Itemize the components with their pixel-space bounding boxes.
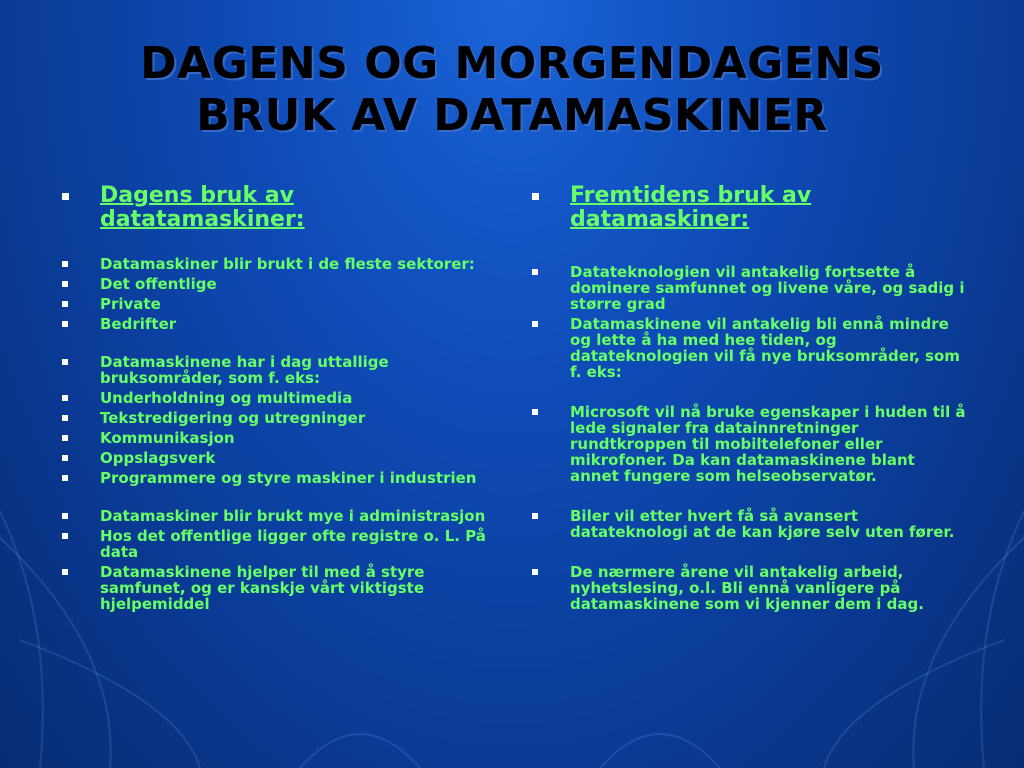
list-item-text: Tekstredigering og utregninger (100, 409, 366, 427)
square-bullet-icon (62, 533, 68, 539)
list-item (58, 296, 498, 312)
list-item (58, 508, 498, 524)
square-bullet-icon (62, 455, 68, 461)
list-item (58, 390, 498, 406)
square-bullet-icon (62, 321, 68, 327)
slide-title-line-1: DAGENS OG MORGENDAGENS (140, 38, 884, 89)
list-item (58, 354, 498, 386)
left-column-heading (58, 184, 498, 232)
list-item (58, 316, 498, 332)
list-item-text: Det offentlige (100, 275, 217, 293)
slide-title (0, 38, 1024, 142)
square-bullet-icon (62, 359, 68, 365)
list-item-text: Datamaskiner blir brukt mye i administrasjon (100, 507, 486, 525)
list-item-text: Biler vil etter hvert få så avansert datateknologi at de kan kjøre selv uten fører. (570, 507, 955, 541)
square-bullet-icon (62, 435, 68, 441)
square-bullet-icon (62, 193, 69, 200)
left-column (58, 184, 498, 616)
list-item-text: Kommunikasjon (100, 429, 235, 447)
list-item-text: Datamaskinene har i dag uttallige bruksområder, som f. eks: (100, 353, 389, 387)
square-bullet-icon (532, 321, 538, 327)
square-bullet-icon (532, 193, 539, 200)
list-item (58, 450, 498, 466)
square-bullet-icon (532, 269, 538, 275)
list-item-text: Oppslagsverk (100, 449, 216, 467)
list-item-text: Datamaskinene hjelper til med å styre samfunet, og er kanskje vårt viktigste hjelpemiddel (100, 563, 425, 613)
list-item-text: Datamaskiner blir brukt i de fleste sektorer: (100, 255, 475, 273)
left-column-heading-text: Dagens bruk av datatamaskiner: (100, 183, 305, 232)
list-item (528, 404, 968, 484)
list-item (58, 410, 498, 426)
right-column-heading-text: Fremtidens bruk av datamaskiner: (570, 183, 812, 232)
square-bullet-icon (532, 513, 538, 519)
list-item-text: Microsoft vil nå bruke egenskaper i huden til å lede signaler fra datainnretninger rundtkroppen til mobiltelefoner eller mikrofoner. Da kan datamaskinene blant annet fungere som helseobservatør. (570, 403, 966, 485)
square-bullet-icon (532, 409, 538, 415)
square-bullet-icon (62, 415, 68, 421)
list-item (528, 316, 968, 380)
square-bullet-icon (62, 569, 68, 575)
square-bullet-icon (62, 281, 68, 287)
list-item (58, 564, 498, 612)
right-column-heading (528, 184, 968, 232)
list-item (528, 508, 968, 540)
list-item (528, 564, 968, 612)
slide-title-line-2: BRUK AV DATAMASKINER (196, 90, 828, 141)
right-column (528, 184, 968, 616)
list-item-text: Programmere og styre maskiner i industrien (100, 469, 477, 487)
square-bullet-icon (532, 569, 538, 575)
list-item-text: Datamaskinene vil antakelig bli ennå mindre og lette å ha med hee tiden, og datateknologien vil få nye bruksområder, som f. eks: (570, 315, 960, 381)
square-bullet-icon (62, 395, 68, 401)
list-item-text: Underholdning og multimedia (100, 389, 353, 407)
list-item (58, 276, 498, 292)
list-item (58, 470, 498, 486)
list-item-text: Hos det offentlige ligger ofte registre o. L. På data (100, 527, 486, 561)
list-item-text: Bedrifter (100, 315, 177, 333)
square-bullet-icon (62, 475, 68, 481)
list-item (58, 430, 498, 446)
list-item-text: De nærmere årene vil antakelig arbeid, nyhetslesing, o.l. Bli ennå vanligere på datamaskinene som vi kjenner dem i dag. (570, 563, 924, 613)
list-item (58, 256, 498, 272)
square-bullet-icon (62, 261, 68, 267)
list-item (58, 528, 498, 560)
list-item-text: Datateknologien vil antakelig fortsette å dominere samfunnet og livene våre, og sadig i større grad (570, 263, 965, 313)
list-item-text: Private (100, 295, 161, 313)
square-bullet-icon (62, 301, 68, 307)
square-bullet-icon (62, 513, 68, 519)
list-item (528, 264, 968, 312)
